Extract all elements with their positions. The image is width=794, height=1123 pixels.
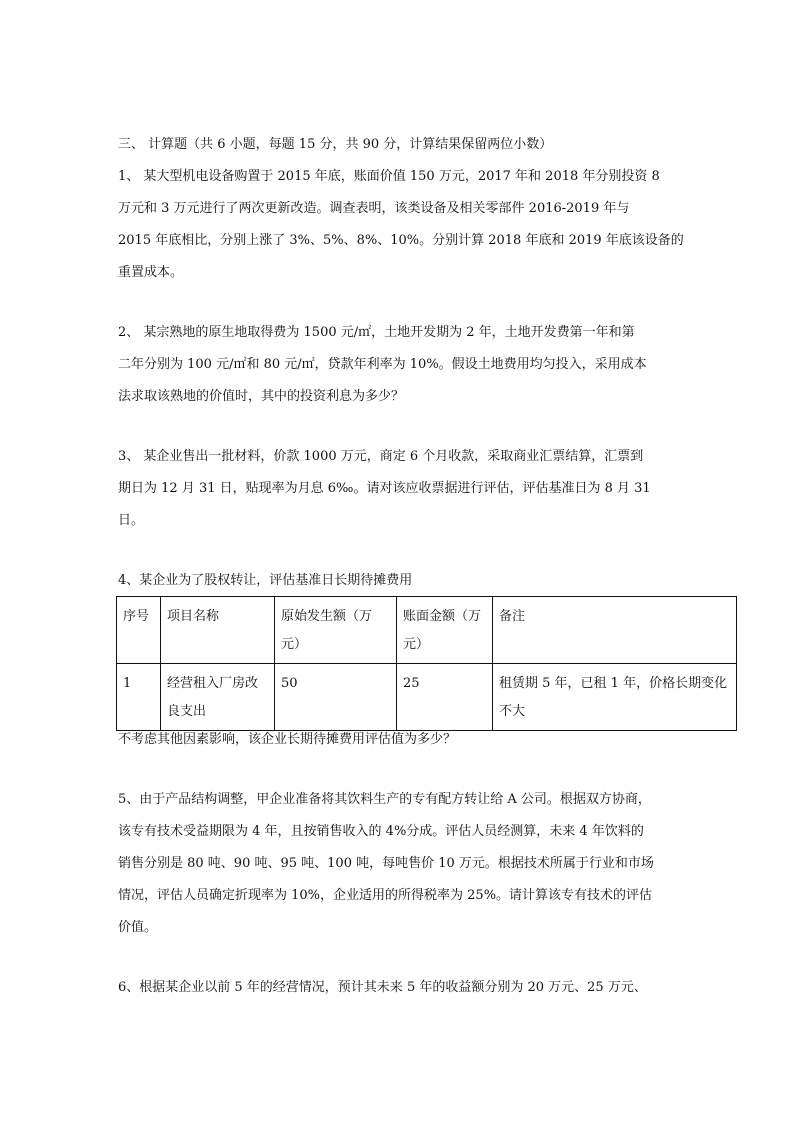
q5-line-5: 价值。 [118,920,158,935]
q1-line-1: 1、 某大型机电设备购置于 2015 年底，账面价值 150 万元，2017 年和 2018 年分别投资 8 [118,169,660,184]
cell-remarks: 租赁期 5 年，已租 1 年，价格长期变化不大 [493,664,737,731]
q2-line-1: 2、 某宗熟地的原生地取得费为 1500 元/㎡，土地开发期为 2 年，土地开发费第一年和第 [118,325,635,340]
q6-line-1: 6、根据某企业以前 5 年的经营情况，预计其未来 5 年的收益额分别为 20 万元、25 万元、 [118,980,647,995]
q5-line-3: 销售分别是 80 吨、90 吨、95 吨、100 吨，每吨售价 10 万元。根据技术所属于行业和市场 [118,856,654,871]
q5-line-1: 5、由于产品结构调整，甲企业准备将其饮料生产的专有配方转让给 A 公司。根据双方协商， [118,792,651,807]
table-header-row [117,597,737,664]
header-cell-book-amount: 账面金额（万元） [397,597,493,664]
q1-line-3: 2015 年底相比，分别上涨了 3%、5%、8%、10%。分别计算 2018 年底和 2019 年底该设备的 [118,233,684,248]
section-title: 三、 计算题（共 6 小题，每题 15 分，共 90 分，计算结果保留两位小数） [118,137,553,152]
header-cell-index: 序号 [117,597,161,664]
q3-line-1: 3、 某企业售出一批材料，价款 1000 万元，商定 6 个月收款，采取商业汇票结算，汇票到 [118,449,644,464]
header-cell-original-amount: 原始发生额（万元） [275,597,397,664]
table-row [117,664,737,731]
q3-line-3: 日。 [118,513,145,528]
q1-line-2: 万元和 3 万元进行了两次更新改造。调查表明，该类设备及相关零部件 2016-2019 年与 [118,201,630,216]
cell-item: 经营租入厂房改良支出 [161,664,275,731]
q2-line-3: 法求取该熟地的价值时，其中的投资利息为多少？ [118,389,405,404]
q4-question: 不考虑其他因素影响，该企业长期待摊费用评估值为多少？ [118,732,457,747]
expense-table [116,596,737,731]
cell-book-amount: 25 [397,664,493,731]
q4-intro: 4、某企业为了股权转让，评估基准日长期待摊费用 [118,573,413,588]
q2-line-2: 二年分别为 100 元/㎡和 80 元/㎡，贷款年利率为 10%。假设土地费用均匀投入，采用成本 [118,357,647,372]
q5-line-4: 情况，评估人员确定折现率为 10%，企业适用的所得税率为 25%。请计算该专有技术的评估 [118,888,653,903]
q5-line-2: 该专有技术受益期限为 4 年，且按销售收入的 4%分成。评估人员经测算，未来 4 年饮料的 [118,824,644,839]
cell-index: 1 [117,664,161,731]
q3-line-2: 期日为 12 月 31 日，贴现率为月息 6‰。请对该应收票据进行评估，评估基准日为 8 月 31 [118,481,651,496]
q1-line-4: 重置成本。 [118,265,184,280]
header-cell-remarks: 备注 [493,597,737,664]
header-cell-item: 项目名称 [161,597,275,664]
cell-original-amount: 50 [275,664,397,731]
